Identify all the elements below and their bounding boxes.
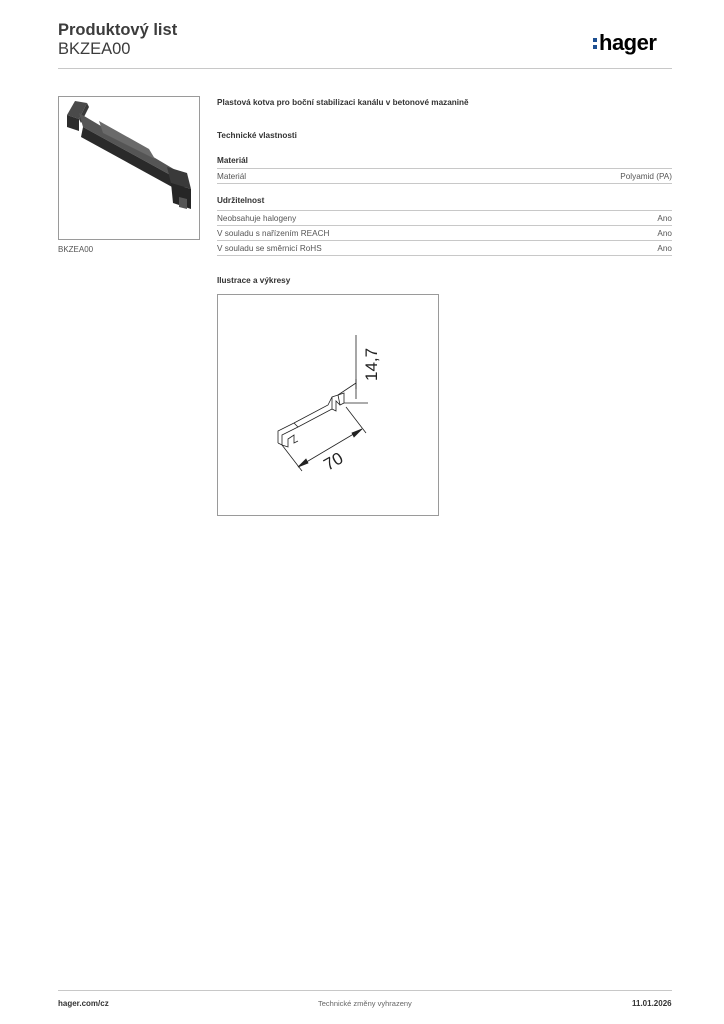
product-photo — [58, 96, 200, 240]
property-label: V souladu s nařízením REACH — [217, 228, 330, 238]
technical-drawing — [217, 294, 439, 516]
dimension-length-label: 70 — [320, 448, 347, 475]
hager-logo-icon — [593, 29, 675, 57]
property-value: Ano — [657, 243, 672, 253]
sustainability-table — [217, 210, 672, 256]
material-table — [217, 168, 672, 184]
table-row — [217, 168, 672, 184]
footer-website-link[interactable]: hager.com/cz — [58, 999, 109, 1008]
footer-disclaimer: Technické změny vyhrazeny — [318, 999, 412, 1008]
hager-logo — [593, 29, 675, 57]
table-row — [217, 210, 672, 225]
product-description: Plastová kotva pro boční stabilizaci kanálu v betonové mazanině — [217, 98, 469, 107]
material-heading: Materiál — [217, 156, 248, 165]
document-title: Produktový list — [58, 21, 178, 39]
property-value: Ano — [657, 228, 672, 238]
property-value: Polyamid (PA) — [620, 171, 672, 181]
header-divider — [58, 68, 672, 69]
property-label: Materiál — [217, 171, 247, 181]
footer-date: 11.01.2026 — [632, 999, 672, 1008]
product-code: BKZEA00 — [58, 40, 131, 58]
technical-properties-heading: Technické vlastnosti — [217, 131, 297, 140]
photo-caption: BKZEA00 — [58, 245, 94, 254]
footer-divider — [58, 990, 672, 991]
property-value: Ano — [657, 213, 672, 223]
property-label: V souladu se směrnicí RoHS — [217, 243, 322, 253]
illustrations-heading: Ilustrace a výkresy — [217, 276, 291, 285]
anchor-product-icon — [59, 97, 199, 239]
table-row — [217, 240, 672, 256]
table-row — [217, 225, 672, 240]
sustainability-heading: Udržitelnost — [217, 196, 265, 205]
property-label: Neobsahuje halogeny — [217, 213, 297, 223]
dimension-drawing-icon — [218, 295, 438, 515]
dimension-height-label: 14,7 — [362, 347, 381, 381]
logo-text: hager — [599, 30, 657, 55]
